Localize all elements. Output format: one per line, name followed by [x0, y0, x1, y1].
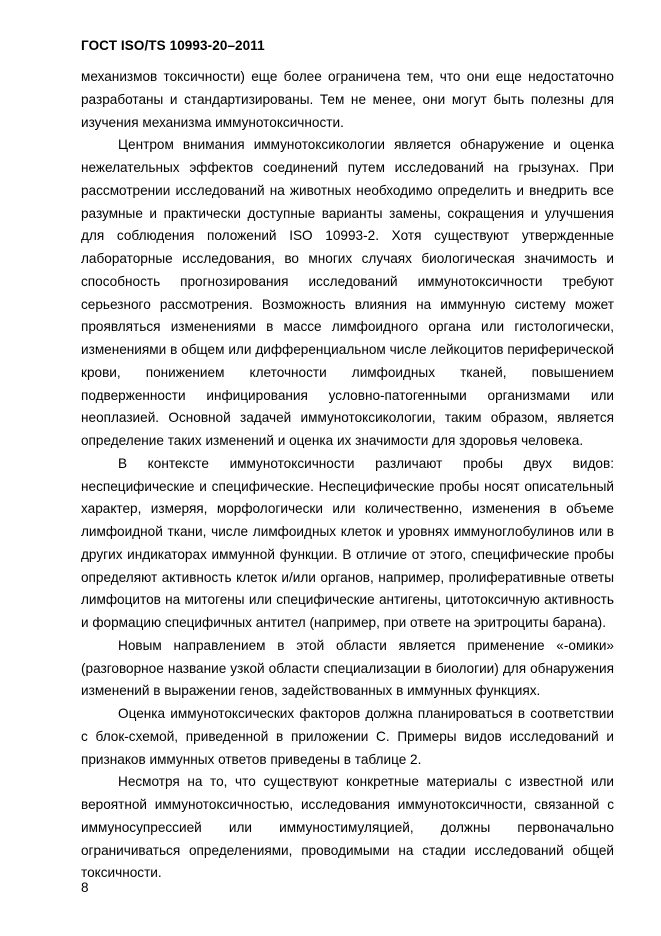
- paragraph-assessment-planning: Оценка иммунотоксических факторов должна планироваться в соответствии с блок-схемой, приведенной в приложении C. Примеры видов исследований и признаков иммунных ответов приведены в таблице 2.: [81, 706, 614, 767]
- document-body: [81, 66, 614, 885]
- document-header: ГОСТ ISO/TS 10993-20–2011: [81, 38, 265, 53]
- paragraph-continuation: механизмов токсичности) еще более ограничена тем, что они еще недостаточно разработаны и стандартизированы. Тем не менее, они могут быть полезны для изучения механизма иммунотоксичности.: [81, 69, 614, 130]
- paragraph-test-types: В контексте иммунотоксичности различают пробы двух видов: неспецифические и специфические. Неспецифические пробы носят описательный характер, измеряя, морфологически или количественно, изменения в объеме лимфоидной ткани, числе лимфоидных клеток и уровнях иммуноглобулинов или в других индикаторах иммунной функции. В отличие от этого, специфические пробы определяют активность клеток и/или органов, например, пролиферативные ответы лимфоцитов на митогены или специфические антигены, цитотоксичную активность и формацию специфичных антител (например, при ответе на эритроциты барана).: [81, 455, 614, 630]
- paragraph-known-materials: Несмотря на то, что существуют конкретные материалы с известной или вероятной иммунотоксичностью, исследования иммунотоксичности, связанной с иммуносупрессией или иммуностимуляцией, должны первоначально ограничиваться определениями, проводимыми на стадии исследований общей токсичности.: [81, 774, 614, 881]
- paragraph-immunotoxicology-focus: Центром внимания иммунотоксикологии является обнаружение и оценка нежелательных эффектов соединений путем исследований на грызунах. При рассмотрении исследований на животных необходимо определить и внедрить все разумные и практически доступные варианты замены, сокращения и улучшения для соблюдения положений ISO 10993-2. Хотя существуют утвержденные лабораторные исследования, во многих случаях биологическая значимость и способность прогнозирования исследований иммунотоксичности требуют серьезного рассмотрения. Возможность влияния на иммунную систему может проявляться изменениями в массе лимфоидного органа или гистологически, изменениями в общем или дифференциальном числе лейкоцитов периферической крови, понижением клеточности лимфоидных тканей, повышением подверженности инфицирования условно-патогенными организмами или неоплазией. Основной задачей иммунотоксикологии, таким образом, является определение таких изменений и оценка их значимости для здоровья человека.: [81, 137, 614, 448]
- paragraph-omics: Новым направлением в этой области является применение «-омики» (разговорное название узкой области специализации в биологии) для обнаружения изменений в выражении генов, задействованных в иммунных функциях.: [81, 637, 614, 699]
- page-number: 8: [81, 880, 89, 895]
